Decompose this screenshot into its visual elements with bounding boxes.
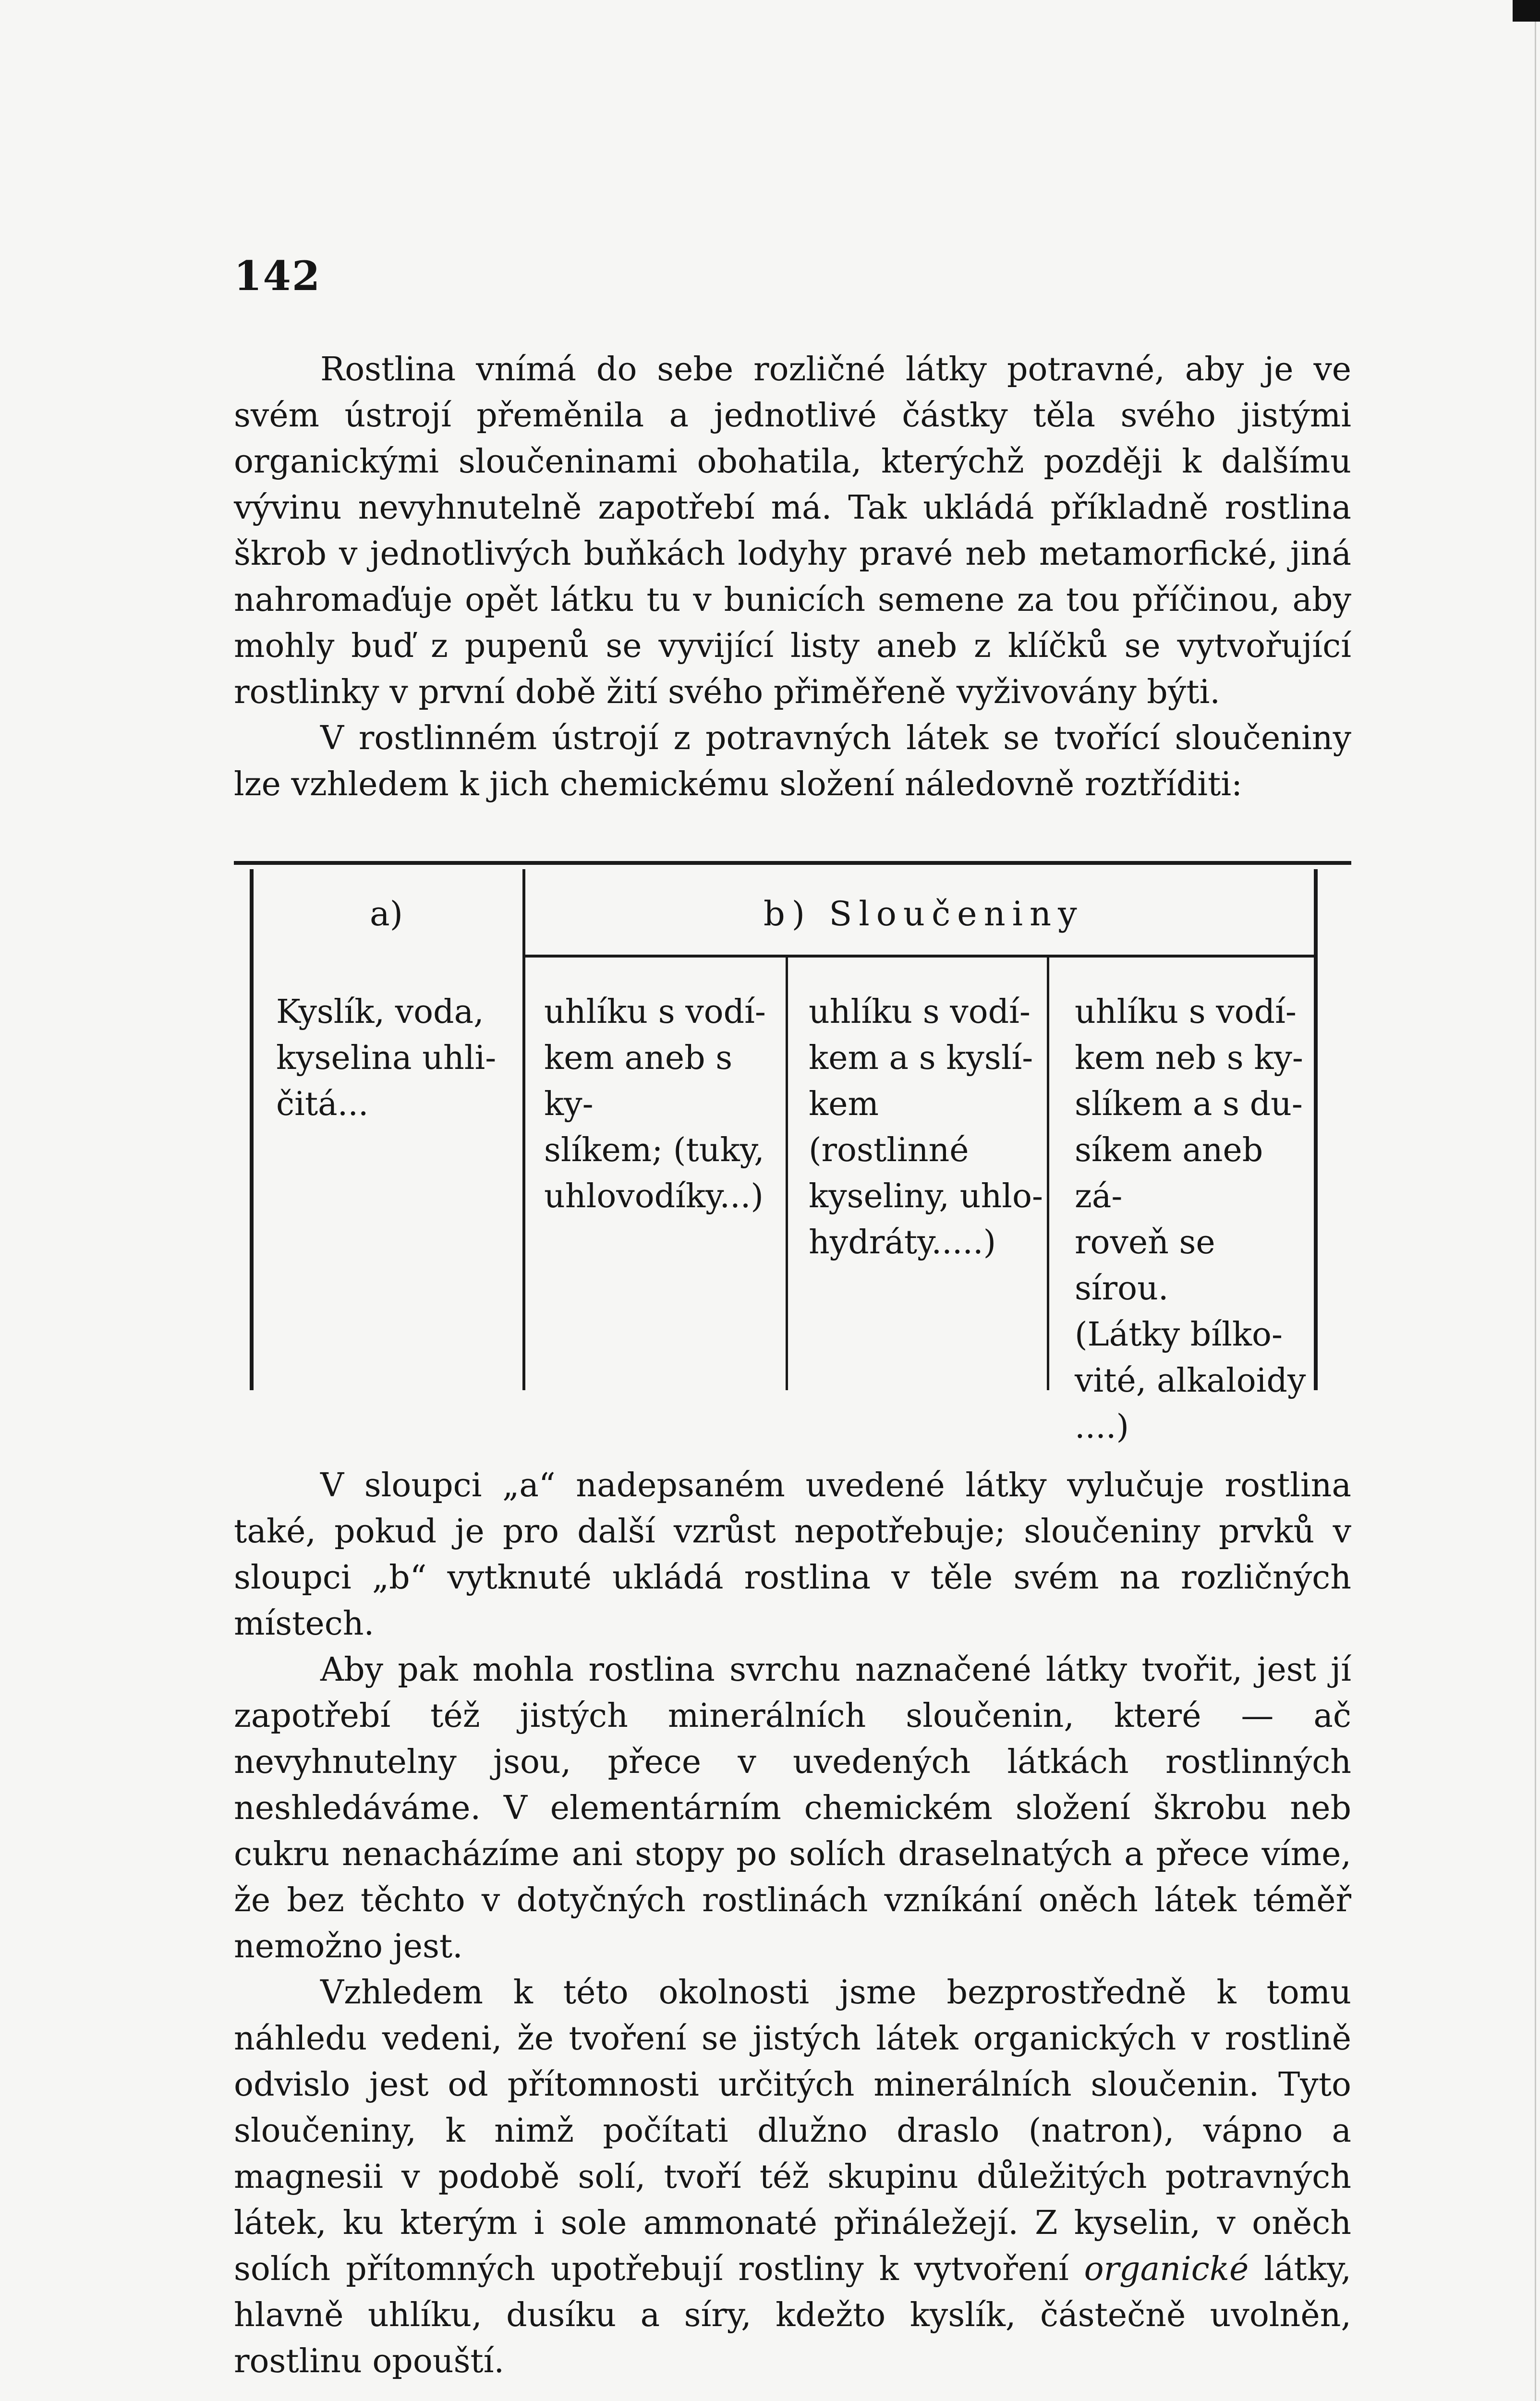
paragraph-5-text-before: Vzhledem k této okolnosti jsme bezprostředně k tomu náhledu vedeni, že tvoření se jistých látek organických v rostlině odvislo jest od přítomnosti určitých minerálních sloučenin. Tyto sloučeniny, k nimž počítati dlužno draslo (natron), vápno a magnesii v podobě solí, tvoří též skupinu důležitých potravných látek, ku kterým i sole ammonaté přináležejí. Z kyselin, v oněch solích přítomných upotřebují rostliny k vytvoření	[234, 1974, 1351, 2288]
paragraph-5-text-after: látky, hlavně uhlíku, dusíku a síry, kdežto kyslík, částečně uvolněn, rostlinu opouští.	[234, 2250, 1352, 2380]
column-a-header: a)	[370, 894, 403, 934]
cell-carbon-acids-hydrates: uhlíku s vodí- kem a s kyslí- kem (rostlinné kyseliny, uhlo- hydráty.....)	[809, 993, 1043, 1261]
paragraph-3: V sloupci „a“ nadepsaném uvedené látky vylučuje rostlina také, pokud je pro další vzrůst nepotřebuje; sloučeniny prvků v sloupci „b“ vytknuté ukládá rostlina v těle svém na rozličných místech.	[234, 1467, 1351, 1643]
table-top-rule	[234, 861, 1351, 865]
table-right-border	[1314, 869, 1318, 1390]
paragraph-2: V rostlinném ústrojí z potravných látek se tvořící sloučeniny lze vzhledem k jich chemickému složení náledovně roztříditi:	[234, 719, 1351, 803]
column-b-header: b) Sloučeniny	[764, 894, 1084, 934]
cell-carbon-nitrogen-proteins: uhlíku s vodí- kem neb s ky- slíkem a s du- síkem aneb zá- roveň se sírou. (Látky bílko- vité, alkaloidy ....)	[1075, 993, 1306, 1446]
table-divider-a-b	[522, 869, 525, 1390]
emphasis-organic: organické	[1084, 2250, 1249, 2288]
paragraph-1: Rostlina vnímá do sebe rozličné látky potravné, aby je ve svém ústrojí přeměnila a jednotlivé částky těla svého jistými organickými sloučeninami obohatila, kterýchž později k dalšímu vývinu nevyhnutelně zapotřebí má. Tak ukládá příkladně rostlina škrob v jednotlivých buňkách lodyhy pravé neb metamorfické, jiná nahromaďuje opět látku tu v bunicích semene za tou příčinou, aby mohly buď z pupenů se vyvijící listy aneb z klíčků se vytvořující rostlinky v první době žití svého přiměřeně vyživovány býti.	[234, 351, 1351, 711]
text-block-bottom	[234, 1463, 1351, 2385]
scan-edge-line	[1535, 22, 1536, 2401]
scan-corner-mark	[1513, 0, 1540, 22]
cell-carbon-hydrogen-oxygen-fats: uhlíku s vodí- kem aneb s ky- slíkem; (tuky, uhlovodíky...)	[544, 993, 766, 1215]
paragraph-5	[234, 1970, 1351, 2385]
table-divider-3-4	[1047, 958, 1049, 1390]
cell-oxygen-water: Kyslík, voda, kyselina uhli- čitá...	[276, 993, 497, 1123]
table-left-border	[250, 869, 254, 1390]
table-divider-2-3	[786, 958, 788, 1390]
paragraph-4: Aby pak mohla rostlina svrchu naznačené látky tvořit, jest jí zapotřebí též jistých minerálních sloučenin, které — ač nevyhnutelny jsou, přece v uvedených látkách rostlinných neshledáváme. V elementárním chemickém složení škrobu neb cukru nenacházíme ani stopy po solích draselnatých a přece víme, že bez těchto v dotyčných rostlinách vzníkání oněch látek téměř nemožno jest.	[234, 1651, 1351, 1965]
text-block-top	[234, 347, 1351, 808]
table-subheader-rule	[525, 955, 1314, 958]
page-number: 142	[234, 252, 321, 300]
